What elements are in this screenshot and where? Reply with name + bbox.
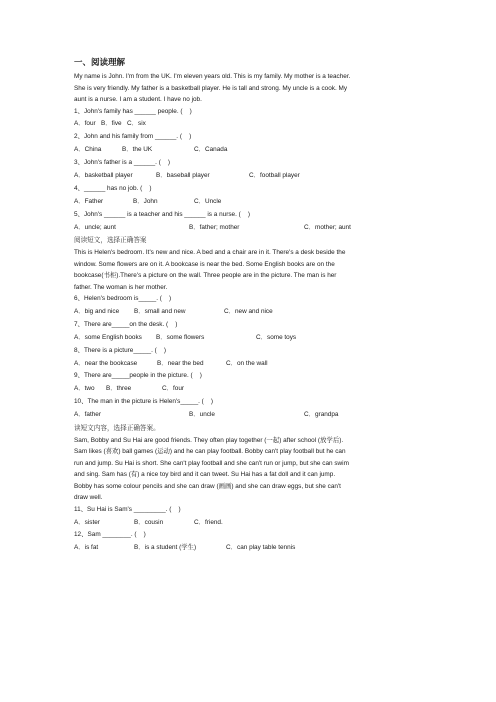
question-9: 9、There are_____people in the picture. ( ): [74, 372, 202, 380]
passage-line: Bobby has some colour pencils and she can draw (画画) and she can draw eggs, but she can't: [74, 482, 341, 490]
passage-line: father. The woman is her mother.: [74, 283, 168, 291]
option-c: C．four: [162, 385, 185, 393]
question-2-options: [74, 144, 434, 157]
question-6: 6、Helen's bedroom is_____. ( ): [74, 295, 172, 303]
passage-2: [74, 247, 434, 293]
option-c: C．can play table tennis: [226, 544, 296, 552]
passage-line: This is Helen's bedroom. It's new and nice. A bed and a chair are in it. There's a desk beside the: [74, 249, 346, 257]
passage-line: window. Some flowers are on it. A bookcase is near the bed. Some English books are on the: [74, 260, 335, 268]
option-b: B．cousin: [134, 518, 164, 526]
option-b: B．baseball player: [156, 172, 210, 179]
passage-line: bookcase(书柜).There's a picture on the wall. Three people are in the picture. The man is her: [74, 272, 337, 280]
question-12: 12、Sam ________. ( ): [74, 531, 146, 539]
question-11-options: [74, 517, 434, 530]
question-1-options: [74, 118, 434, 131]
question-5: 5、John's ______ is a teacher and his ______ is a nurse. ( ): [74, 210, 251, 218]
option-a: A．two: [74, 385, 95, 393]
option-a: A．basketball player: [74, 172, 133, 179]
question-5-options: [74, 222, 434, 235]
passage-line: Sam likes (喜欢) ball games (运动) and he can play football. Bobby can't play football but he can: [74, 448, 346, 456]
question-1: 1、John's family has ______ people. ( ): [74, 107, 192, 115]
section-title: 一、阅读理解: [74, 57, 126, 67]
question-8: 8、There is a picture_____. ( ): [74, 346, 166, 354]
passage-line: Sam, Bobby and Su Hai are good friends. They often play together (一起) after school (放学后).: [74, 436, 344, 444]
question-8-options: [74, 358, 434, 371]
instruction-2: 阅读短文，选择正确答案: [74, 236, 147, 245]
passage-3: [74, 435, 434, 504]
option-c: C．on the wall: [226, 359, 268, 367]
question-2: 2、John and his family from ______. ( ): [74, 133, 192, 141]
option-a: A．is fat: [74, 544, 99, 552]
question-12-options: [74, 542, 434, 555]
passage-line: aunt is a nurse. I am a student. I have no job.: [74, 96, 202, 103]
question-7: 7、There are_____on the desk. ( ): [74, 320, 178, 328]
option-a: A．father: [74, 411, 101, 419]
question-4-options: [74, 196, 434, 209]
worksheet-page: [74, 57, 434, 555]
passage-line: My name is John. I'm from the UK. I'm eleven years old. This is my family. My mother is a teacher.: [74, 73, 351, 80]
question-10-options: [74, 409, 434, 422]
option-b: B．uncle: [189, 411, 215, 419]
instruction-3: 读短文内容，选择正确答案。: [74, 424, 160, 433]
passage-line: She is very friendly. My father is a basketball player. He is tall and strong. My uncle is a cook. My: [74, 84, 348, 92]
option-b: B．the UK: [122, 146, 153, 154]
passage-line: run and jump. Su Hai is short. She can't play football and she can't run or jump, but she can swim: [74, 459, 349, 467]
question-10: 10、The man in the picture is Helen's_____. ( ): [74, 398, 214, 406]
option-b: B．five: [101, 120, 122, 128]
option-a: A．big and nice: [74, 307, 120, 315]
question-4: 4、______ has no job. ( ): [74, 184, 152, 192]
option-b: B．three: [106, 385, 132, 393]
passage-line: draw well.: [74, 494, 103, 502]
passage-1: [74, 71, 434, 106]
option-a: A．sister: [74, 518, 100, 526]
option-b: B．small and new: [134, 307, 186, 315]
question-3: 3、John's father is a ______. ( ): [74, 159, 171, 167]
passage-line: and sing. Sam has (有) a nice toy bird and it can tweet. Su Hai has a fat doll and it can jump.: [74, 471, 336, 479]
option-c: C．some toys: [256, 333, 297, 341]
option-c: C．Uncle: [194, 197, 222, 205]
option-b: B．father; mother: [189, 223, 240, 231]
option-b: B．John: [133, 197, 158, 205]
question-3-options: [74, 170, 434, 183]
option-c: C．mother; aunt: [304, 223, 351, 231]
question-7-options: [74, 332, 434, 345]
option-c: C．Canada: [194, 146, 228, 154]
option-c: C．friend.: [194, 518, 223, 526]
question-9-options: [74, 383, 434, 396]
option-a: A．four: [74, 120, 96, 128]
option-a: A．uncle; aunt: [74, 223, 116, 231]
option-a: A．some English books: [74, 333, 142, 341]
question-6-options: [74, 306, 434, 319]
question-11: 11、Su Hai is Sam's _________. ( ): [74, 505, 181, 513]
option-b: B．near the bed: [157, 359, 204, 367]
option-c: C．six: [127, 120, 146, 128]
option-c: C．new and nice: [224, 307, 273, 315]
option-a: A．China: [74, 146, 102, 154]
option-b: B．is a student (学生): [134, 544, 197, 552]
option-c: C．grandpa: [304, 411, 339, 419]
option-a: A．Father: [74, 197, 104, 205]
option-b: B．some flowers: [156, 333, 205, 341]
option-c: C．football player: [249, 172, 300, 179]
option-a: A．near the bookcase: [74, 359, 138, 367]
